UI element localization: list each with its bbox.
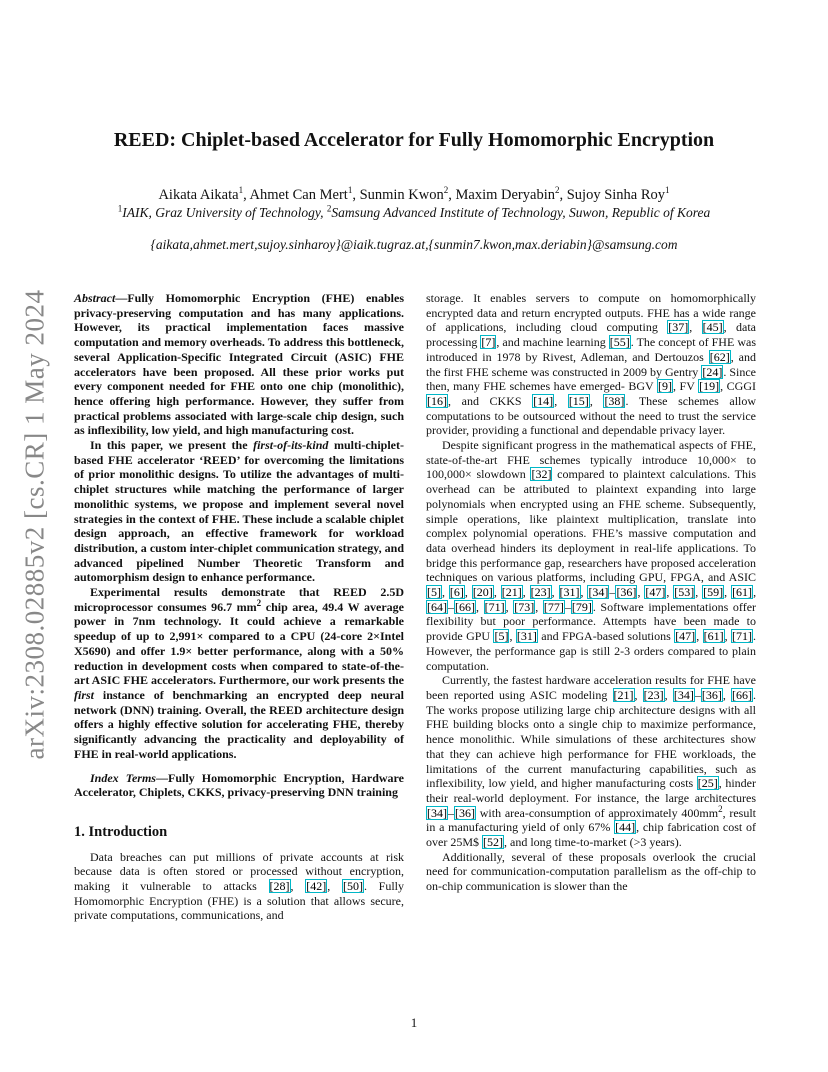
separator: , — [327, 879, 342, 894]
author-name: Sujoy Sinha Roy — [566, 187, 666, 203]
separator: , — [290, 879, 306, 894]
citation-link[interactable]: [25] — [697, 776, 718, 791]
separator: , — [634, 687, 643, 702]
citation-link[interactable]: [79] — [571, 599, 592, 614]
separator: , — [589, 393, 604, 408]
abstract-paragraph-1 — [74, 291, 404, 438]
index-terms — [74, 771, 404, 800]
arxiv-identifier: arXiv:2308.02885v2 [cs.CR] 1 May 2024 — [19, 289, 50, 759]
affiliation-mark: 2 — [554, 185, 560, 196]
body-text: , FV — [673, 379, 699, 394]
body-text: , chip fabrication cost of over 25M$ — [426, 820, 756, 850]
separator: – — [448, 599, 454, 614]
body-text: . Since then, many FHE schemes have emerged- BGV — [426, 364, 756, 394]
paper-title: REED: Chiplet-based Accelerator for Fully Homomorphic Encryption — [113, 129, 715, 151]
citation-link[interactable]: [20] — [472, 585, 493, 600]
citation-link[interactable]: [73] — [514, 599, 535, 614]
affiliation-2: Samsung Advanced Institute of Technology, Suwon, Republic of Korea — [331, 205, 711, 220]
author-list: Aikata Aikata$^1$, Ahmet Can Mert$^1$, Sunmin Kwon$^2$, Maxim Deryabin$^2$, Sujoy Sinha Roy$^1$ — [158, 185, 670, 203]
abstract-paragraph-3 — [74, 585, 404, 761]
separator: – — [448, 805, 454, 820]
intro-paragraph-1-cont — [426, 291, 756, 438]
separator: , — [664, 687, 673, 702]
citation-link[interactable]: [34] — [673, 687, 694, 702]
body-text: . However, the performance gap is still 2-3 orders compared to plain computation. — [426, 629, 756, 673]
citation-link[interactable]: [64] — [427, 599, 447, 614]
abstract-text: —Fully Homomorphic Encryption (FHE) enables privacy-preserving computation and has many applications. However, its practical implementation faces massive computation and memory overheads. To address this bottleneck, several Application-Specific Integrated Circuit (ASIC) FHE accelerators have been proposed. All these prior works put every component needed for FHE onto one chip (monolithic), hence offering high performance. However, they suffer from practical problems associated with large-scale chip design, such as inflexibility, low yield, and high manufacturing cost. — [74, 291, 404, 438]
body-text: storage. It enables servers to compute on homomorphically encrypted data and return encrypted outputs. FHE has a wide range of applications, including cloud computing — [426, 291, 756, 335]
abstract-text: instance of benchmarking an encrypted deep neural network (DNN) training. Overall, the REED architecture design offers a highly effective solution for accelerating FHE, thereby significantly advancing the practicality and deployability of FHE in real-world applications. — [74, 687, 404, 761]
affiliation-mark: 1 — [665, 185, 670, 196]
abstract-emphasis: first-of-its-kind — [253, 438, 329, 453]
citation-link[interactable]: [71] — [732, 629, 752, 644]
index-terms-label: Index Terms — [90, 770, 156, 785]
body-text: Despite significant progress in the mathematical aspects of FHE, state-of-the-art FHE schemes typically introduce 10,000× to 100,000× slowdown — [426, 438, 756, 482]
citation-link[interactable]: [5] — [427, 585, 441, 600]
author-name: Aikata Aikata — [158, 187, 239, 203]
citation-link[interactable]: [61] — [732, 585, 753, 600]
citation-link[interactable]: [59] — [703, 585, 724, 600]
citation-link[interactable]: [62] — [709, 349, 730, 364]
author-emails: {aikata,ahmet.mert,sujoy.sinharoy}@iaik.tugraz.at,{sunmin7.kwon,max.deriabin}@samsung.com — [150, 237, 678, 252]
body-text: compared to plaintext calculations. This overhead can be attributed to plaintext expanding into large polynomials when encrypted using an FHE scheme. Subsequently, simple operations, like plaintext multiplication, translate into complex polynomial operations. FHE’s massive computation and data overhead hinders its deployment in real-life applications. To bridge this performance gap, researchers have proposed acceleration techniques on various platforms, including GPU, FPGA, and ASIC — [426, 467, 756, 585]
citation-link[interactable]: [31] — [559, 585, 580, 600]
citation-link[interactable]: [19] — [699, 379, 720, 394]
citation-link[interactable]: [7] — [481, 335, 496, 350]
body-text: , data processing — [426, 320, 756, 350]
author-name: Maxim Deryabin — [455, 187, 555, 203]
citation-link[interactable]: [44] — [615, 820, 636, 835]
affiliation-mark: 2 — [443, 185, 449, 196]
citation-link[interactable]: [77] — [543, 599, 564, 614]
right-column — [426, 291, 756, 894]
citation-link[interactable]: [38] — [604, 393, 625, 408]
author-name: Ahmet Can Mert — [249, 187, 348, 203]
separator: , — [689, 320, 702, 335]
citation-link[interactable]: [55] — [609, 335, 630, 350]
affiliation-mark: 1 — [238, 185, 244, 196]
body-text: , and the first FHE scheme was constructed in 2009 by Gentry — [426, 349, 756, 379]
body-text: and FPGA-based solutions — [537, 629, 675, 644]
body-text: . Fully Homomorphic Encryption (FHE) is a solution that allows secure, private computations, communications, and — [74, 879, 405, 923]
affiliation-mark: 1 — [117, 203, 123, 214]
page-number: 1 — [410, 1015, 418, 1030]
separator: – — [694, 687, 701, 702]
abstract-text: In this paper, we present the — [90, 438, 254, 453]
body-text: , result in a manufacturing yield of only 67% — [426, 805, 756, 835]
body-text: . These schemes allow computations to be outsourced without the need to trust the service provider, providing a functional and dependable privacy layer. — [426, 393, 757, 438]
citation-link[interactable]: [16] — [427, 393, 447, 408]
citation-link[interactable]: [61] — [703, 629, 724, 644]
separator: , — [724, 629, 731, 644]
abstract-text: multi-chiplet-based FHE accelerator ‘REED’ for overcoming the limitations of prior monolithic designs. To utilize the advantages of multi-chiplet structures while matching the performance of larger monolithic systems, we propose and implement several novel strategies in the context of FHE. These include a scalable chiplet design approach, an effective framework for workload distribution, a custom inter-chiplet communication strategy, and advanced pipelined Number Theoretic Transform and automorphism design to enhance performance. — [74, 438, 404, 585]
affiliations — [0, 205, 828, 221]
citation-link[interactable]: [6] — [449, 585, 464, 600]
citation-link[interactable]: [36] — [701, 687, 722, 702]
separator: – — [609, 585, 616, 600]
affiliation-1: IAIK, Graz University of Technology, — [122, 205, 327, 220]
citation-link[interactable]: [9] — [658, 379, 673, 394]
index-terms-text: —Fully Homomorphic Encryption, Hardware Accelerator, Chiplets, CKKS, privacy-preserving DNN training — [74, 770, 404, 800]
body-text: , hinder their real-world deployment. For instance, the large architectures — [426, 776, 756, 805]
body-text: with area-consumption of approximately 400mm — [476, 805, 719, 820]
citation-link[interactable]: [71] — [484, 599, 505, 614]
intro-paragraph-1 — [74, 850, 404, 924]
citation-link[interactable]: [66] — [455, 599, 475, 614]
citation-link[interactable]: [52] — [483, 835, 503, 850]
citation-link[interactable]: [47] — [645, 585, 666, 600]
citation-link[interactable]: [5] — [494, 629, 509, 644]
body-text: . The concept of FHE was introduced in 1978 by Rivest, Adleman, and Dertouzos — [426, 335, 756, 364]
intro-paragraph-3 — [426, 673, 756, 849]
citation-link[interactable]: [14] — [533, 393, 554, 408]
intro-paragraph-4: Additionally, several of these proposals overlook the crucial need for communication-computation parallelism as the off-chip to on-chip communication is slower than the — [426, 849, 756, 894]
superscript: 2 — [718, 803, 723, 814]
citation-link[interactable]: [21] — [613, 687, 634, 702]
section-heading-introduction: 1. Introduction — [74, 823, 168, 840]
separator: , — [509, 629, 516, 644]
citation-link[interactable]: [15] — [568, 393, 589, 408]
body-text: , and machine learning — [496, 335, 609, 350]
affiliation-mark: 1 — [347, 185, 353, 196]
abstract-text: Experimental results demonstrate that REED 2.5D microprocessor consumes 96.7 mm — [74, 585, 404, 614]
citation-link[interactable]: [36] — [455, 805, 475, 820]
body-text: , CGGI — [720, 379, 756, 394]
citation-link[interactable]: [42] — [306, 879, 327, 894]
separator: , — [554, 393, 568, 408]
body-text: . Software implementations offer flexibility but poor performance. Attempts have been made to provide GPU — [426, 599, 757, 644]
citation-link[interactable]: [24] — [702, 364, 723, 379]
citation-link[interactable]: [34] — [588, 585, 609, 600]
citation-link[interactable]: [34] — [427, 805, 447, 820]
citation-link[interactable]: [23] — [643, 687, 664, 702]
citation-link[interactable]: [36] — [616, 585, 637, 600]
citation-link[interactable]: [53] — [674, 585, 695, 600]
citation-link[interactable]: [31] — [516, 629, 537, 644]
superscript: 2 — [256, 597, 262, 608]
citation-link[interactable]: [32] — [531, 467, 552, 482]
abstract-paragraph-2 — [74, 438, 404, 585]
citation-link[interactable]: [21] — [501, 585, 522, 600]
abstract-text: chip area, 49.4 W average power in 7nm technology. It could achieve a remarkable speedup of up to 2,991× compared to a CPU (24-core 2×Intel X5690) and offer 1.9× better performance, along with a 50% reduction in development costs when compared to state-of-the-art ASIC FHE accelerators. Furthermore, our work presents the — [74, 599, 404, 688]
body-text: . The works propose utilizing large chip architecture designs with all FHE building blocks onto a single chip to maximize performance, hence monolithic. While simulations of these architectures show that they can achieve high performance for FHE workloads, the limitations of the current manufacturing capabilities, such as inflexibility, low yield, and higher manufacturing costs — [426, 687, 757, 791]
body-text: , and long time-to-market (>3 years). — [504, 835, 682, 850]
citation-link[interactable]: [37] — [668, 320, 689, 335]
separator: , — [722, 687, 732, 702]
citation-link[interactable]: [28] — [269, 879, 290, 894]
abstract-emphasis: first — [74, 687, 95, 702]
citation-link[interactable]: [23] — [530, 585, 551, 600]
author-name: Sunmin Kwon — [359, 187, 444, 203]
intro-paragraph-2: Despite significant progress in the mathematical aspects of FHE, state-of-the-art FHE schemes typically introduce 10,000× to 100,000× slowdown [32] compared to plaintext calculations. This overhead can be attributed to plaintext expanding into large polynomials when encrypted using an FHE scheme. Subsequently, simple operations, like plaintext multiplication, translate into complex polynomial operations. FHE’s massive computation and data overhead hinders its deployment in real-life applications. To bridge this performance gap, researchers have proposed acceleration techniques on various platforms, including GPU, FPGA, and ASIC [5], [6], [20], [21], [23], [31], [34]–[36], [47], [53], [59], [61], [64]–[66], [71], [73], [77]–[79]. Software implementations offer flexibility but poor performance. Attempts have been made to provide GPU [5], [31] and FPGA-based solutions [47], [61], [71]. However, the performance gap is still 2-3 orders compared to plain computation. — [426, 438, 757, 673]
separator: – — [564, 599, 571, 614]
arxiv-sidebar — [20, 284, 50, 764]
affiliation-mark: 2 — [326, 203, 332, 214]
left-column — [74, 291, 404, 923]
citation-link[interactable]: [50] — [342, 879, 363, 894]
body-text: , and CKKS — [448, 393, 533, 408]
citation-link[interactable]: [66] — [732, 687, 753, 702]
citation-link[interactable]: [45] — [702, 320, 723, 335]
citation-link[interactable]: [47] — [675, 629, 696, 644]
body-text: Data breaches can put millions of private accounts at risk because data is often stored or processed without encryption, making it vulnerable to attacks — [74, 849, 404, 894]
abstract-label: Abstract — [74, 291, 116, 305]
body-text: Currently, the fastest hardware acceleration results for FHE have been reported using ASIC modeling — [426, 673, 756, 702]
separator: , — [696, 629, 703, 644]
